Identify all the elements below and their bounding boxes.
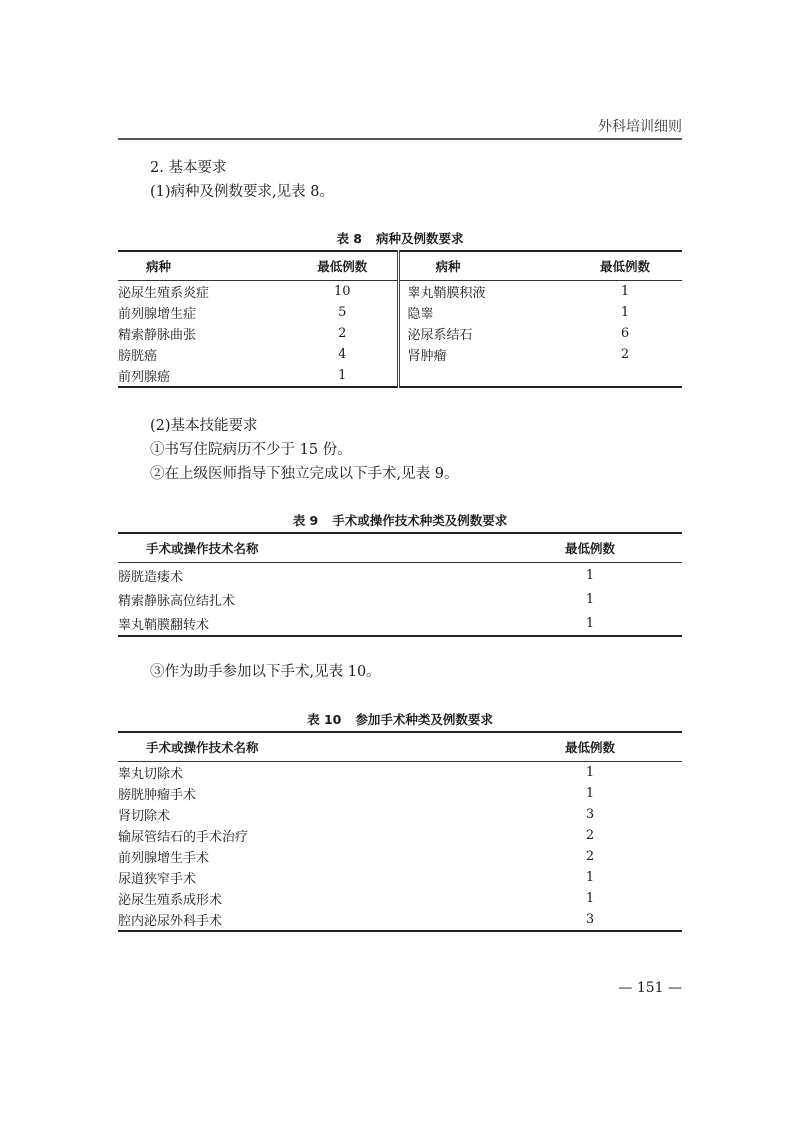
table-cell: 睾丸鞘膜翻转术 [118, 617, 210, 633]
page-number: — 151 — [618, 980, 682, 996]
table9 [118, 532, 682, 637]
paragraph-2: (2)基本技能要求 [150, 418, 258, 434]
table-cell: 尿道狭窄手术 [118, 872, 197, 887]
table10-header-count: 最低例数 [498, 732, 682, 762]
table-cell: 精索静脉曲张 [118, 328, 197, 343]
table-row [118, 783, 682, 804]
table-cell: 睾丸切除术 [118, 767, 184, 782]
table-cell: 精索静脉高位结扎术 [118, 593, 236, 609]
table-cell: 腔内泌尿外科手术 [118, 914, 223, 929]
table-row [118, 825, 682, 846]
table-cell: 6 [620, 326, 630, 341]
table8-header-disease-2: 病种 [398, 251, 568, 281]
table-cell: 泌尿生殖系炎症 [118, 286, 210, 301]
table-cell: 3 [585, 807, 595, 822]
table-cell: 5 [288, 302, 398, 323]
table-row [118, 804, 682, 825]
table-cell: 1 [620, 284, 630, 299]
table-cell: 3 [585, 912, 595, 927]
table-cell: 膀胱肿瘤手术 [118, 788, 197, 803]
table9-title: 手术或操作技术种类及例数要求 [332, 513, 508, 528]
table10-header-name: 手术或操作技术名称 [118, 732, 498, 762]
table-row [118, 611, 682, 636]
table9-header-name: 手术或操作技术名称 [118, 533, 498, 563]
table-cell: 2 [620, 347, 630, 362]
table9-label: 表 9 [292, 513, 319, 528]
table-cell: 1 [585, 567, 595, 583]
table-cell: 前列腺增生手术 [118, 851, 210, 866]
table-cell: 1 [585, 786, 595, 801]
paragraph-5: ③作为助手参加以下手术,见表 10。 [150, 664, 381, 680]
table-cell [398, 365, 568, 387]
table-cell: 前列腺癌 [118, 370, 171, 385]
table-cell: 1 [585, 870, 595, 885]
table-cell: 1 [288, 365, 398, 387]
table10-header-row [118, 732, 682, 762]
table-cell: 4 [288, 344, 398, 365]
header-rule [118, 138, 682, 140]
table-cell: 1 [585, 615, 595, 631]
table8 [118, 250, 682, 388]
table10-label: 表 10 [307, 712, 342, 727]
table9-header-row [118, 533, 682, 563]
table-cell: 隐睾 [407, 307, 434, 322]
table-cell [568, 365, 682, 387]
table-cell: 泌尿系结石 [407, 328, 473, 343]
table-cell: 1 [585, 591, 595, 607]
table8-header-disease: 病种 [118, 251, 288, 281]
table-cell: 2 [585, 849, 595, 864]
table-row [118, 867, 682, 888]
table-cell: 10 [288, 281, 398, 303]
table10-title: 参加手术种类及例数要求 [355, 712, 493, 727]
table-cell: 膀胱癌 [118, 349, 158, 364]
table10-caption [118, 710, 682, 728]
table-row [118, 909, 682, 931]
table8-label: 表 8 [336, 231, 363, 246]
table-row [118, 762, 682, 784]
paragraph-4: ②在上级医师指导下独立完成以下手术,见表 9。 [150, 466, 459, 482]
table8-header-count: 最低例数 [288, 251, 398, 281]
table-cell: 1 [585, 891, 595, 906]
paragraph-1: (1)病种及例数要求,见表 8。 [150, 184, 334, 200]
table-cell: 2 [288, 323, 398, 344]
table-cell: 肾肿瘤 [407, 349, 447, 364]
table-row [118, 563, 682, 588]
table10 [118, 731, 682, 932]
table-row [118, 302, 682, 323]
table9-header-count: 最低例数 [498, 533, 682, 563]
table-row [118, 323, 682, 344]
section-heading: 2. 基本要求 [150, 160, 227, 176]
table-cell: 2 [585, 828, 595, 843]
table8-header-row [118, 251, 682, 281]
table-cell: 1 [620, 305, 630, 320]
table-row [118, 587, 682, 611]
table-cell: 输尿管结石的手术治疗 [118, 830, 249, 845]
table8-header-count-2: 最低例数 [568, 251, 682, 281]
table-row [118, 344, 682, 365]
table-cell: 肾切除术 [118, 809, 171, 824]
table8-title: 病种及例数要求 [376, 231, 464, 246]
table-row [118, 888, 682, 909]
table-cell: 睾丸鞘膜积液 [407, 286, 486, 301]
table-cell: 前列腺增生症 [118, 307, 197, 322]
table-cell: 膀胱造瘘术 [118, 569, 184, 585]
table-row [118, 365, 682, 387]
table-row [118, 281, 682, 303]
paragraph-3: ①书写住院病历不少于 15 份。 [150, 442, 352, 458]
table-cell: 泌尿生殖系成形术 [118, 893, 223, 908]
table-row [118, 846, 682, 867]
table9-caption [118, 511, 682, 529]
table-cell: 1 [585, 765, 595, 780]
table8-caption [118, 229, 682, 247]
running-head: 外科培训细则 [598, 119, 682, 135]
